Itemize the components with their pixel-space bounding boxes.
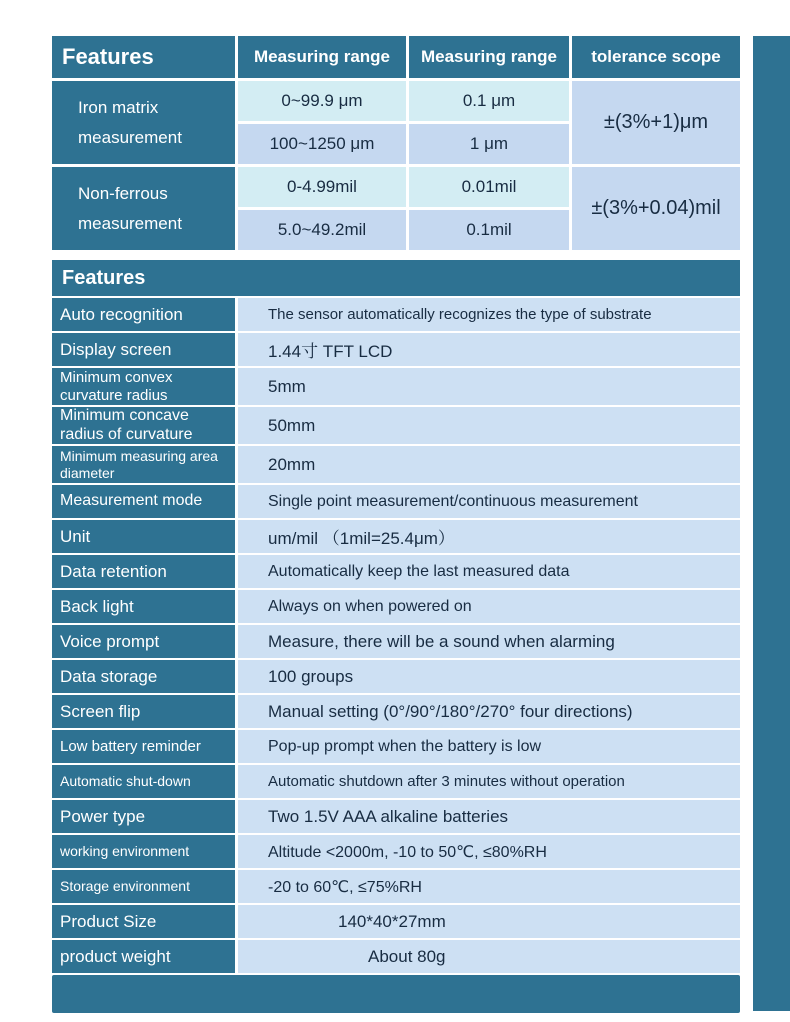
row-group-non-ferrous	[52, 167, 235, 250]
spec-row-product-weight	[52, 940, 740, 973]
measuring-range-table	[52, 36, 740, 250]
spec-label: Automatic shut-down	[52, 765, 235, 798]
row-group-label-line: measurement	[78, 127, 182, 147]
spec-value: Automatically keep the last measured data	[238, 555, 740, 588]
spec-label: working environment	[52, 835, 235, 868]
spec-label: Minimum convex curvature radius	[52, 368, 235, 405]
row-group-iron-matrix	[52, 81, 235, 164]
spec-value: Measure, there will be a sound when alarming	[238, 625, 740, 658]
row-group-label-line: Iron matrix	[78, 97, 159, 117]
spec-value: 140*40*27mm	[238, 905, 740, 938]
spec-label: Data storage	[52, 660, 235, 693]
spec-label: Display screen	[52, 333, 235, 366]
spec-row-low-battery-reminder	[52, 730, 740, 763]
footer-bar	[52, 975, 740, 1013]
spec-value: 1.44寸 TFT LCD	[238, 333, 740, 366]
range-cell: 0-4.99mil	[238, 167, 406, 207]
spec-value: About 80g	[238, 940, 740, 973]
spec-row-unit	[52, 520, 740, 553]
row-group-label-line: Non-ferrous	[78, 183, 168, 203]
spec-value: um/mil （1mil=25.4μm）	[238, 520, 740, 553]
spec-row-automatic-shutdown	[52, 765, 740, 798]
spec-label: Measurement mode	[52, 485, 235, 518]
spec-row-data-retention	[52, 555, 740, 588]
table-header-tolerance-scope: tolerance scope	[572, 36, 740, 78]
spec-row-min-convex-radius	[52, 368, 740, 405]
spec-value: The sensor automatically recognizes the type of substrate	[238, 298, 740, 331]
spec-row-back-light	[52, 590, 740, 623]
spec-value: 5mm	[238, 368, 740, 405]
table-header-measuring-range-2: Measuring range	[409, 36, 569, 78]
spec-row-product-size	[52, 905, 740, 938]
spec-label: Screen flip	[52, 695, 235, 728]
resolution-cell: 0.01mil	[409, 167, 569, 207]
spec-sheet	[52, 36, 740, 1013]
spec-row-data-storage	[52, 660, 740, 693]
tolerance-cell-um: ±(3%+1)μm	[572, 81, 740, 164]
spec-value: Pop-up prompt when the battery is low	[238, 730, 740, 763]
spec-value: 20mm	[238, 446, 740, 483]
range-cell: 0~99.9 μm	[238, 81, 406, 121]
spec-value: -20 to 60℃, ≤75%RH	[238, 870, 740, 903]
spec-label: Minimum measuring area diameter	[52, 446, 235, 483]
spec-value: 100 groups	[238, 660, 740, 693]
spec-value: Always on when powered on	[238, 590, 740, 623]
spec-value: Automatic shutdown after 3 minutes without operation	[238, 765, 740, 798]
spec-value: Manual setting (0°/90°/180°/270° four directions)	[238, 695, 740, 728]
spec-row-storage-environment	[52, 870, 740, 903]
spec-row-voice-prompt	[52, 625, 740, 658]
range-cell: 100~1250 μm	[238, 124, 406, 164]
resolution-cell: 1 μm	[409, 124, 569, 164]
spec-label: Product Size	[52, 905, 235, 938]
spec-label: product weight	[52, 940, 235, 973]
right-edge-band	[753, 36, 790, 1011]
spec-row-screen-flip	[52, 695, 740, 728]
spec-label: Storage environment	[52, 870, 235, 903]
spec-row-working-environment	[52, 835, 740, 868]
table-header-features: Features	[52, 36, 235, 78]
spec-row-auto-recognition	[52, 298, 740, 331]
spec-value: 50mm	[238, 407, 740, 444]
spec-row-measurement-mode	[52, 485, 740, 518]
spec-label: Back light	[52, 590, 235, 623]
spec-label: Auto recognition	[52, 298, 235, 331]
tolerance-cell-mil: ±(3%+0.04)mil	[572, 167, 740, 250]
spec-value: Single point measurement/continuous measurement	[238, 485, 740, 518]
resolution-cell: 0.1mil	[409, 210, 569, 250]
spec-value: Altitude <2000m, -10 to 50℃, ≤80%RH	[238, 835, 740, 868]
spec-label: Power type	[52, 800, 235, 833]
spec-row-power-type	[52, 800, 740, 833]
spec-value: Two 1.5V AAA alkaline batteries	[238, 800, 740, 833]
spec-label: Unit	[52, 520, 235, 553]
spec-label: Minimum concave radius of curvature	[52, 407, 235, 444]
features-section-title: Features	[52, 260, 740, 296]
resolution-cell: 0.1 μm	[409, 81, 569, 121]
row-group-label-line: measurement	[78, 213, 182, 233]
spec-row-min-concave-radius	[52, 407, 740, 444]
table-header-measuring-range-1: Measuring range	[238, 36, 406, 78]
spec-row-min-measuring-area	[52, 446, 740, 483]
range-cell: 5.0~49.2mil	[238, 210, 406, 250]
spec-label: Low battery reminder	[52, 730, 235, 763]
spec-label: Voice prompt	[52, 625, 235, 658]
spec-row-display-screen	[52, 333, 740, 366]
spec-label: Data retention	[52, 555, 235, 588]
